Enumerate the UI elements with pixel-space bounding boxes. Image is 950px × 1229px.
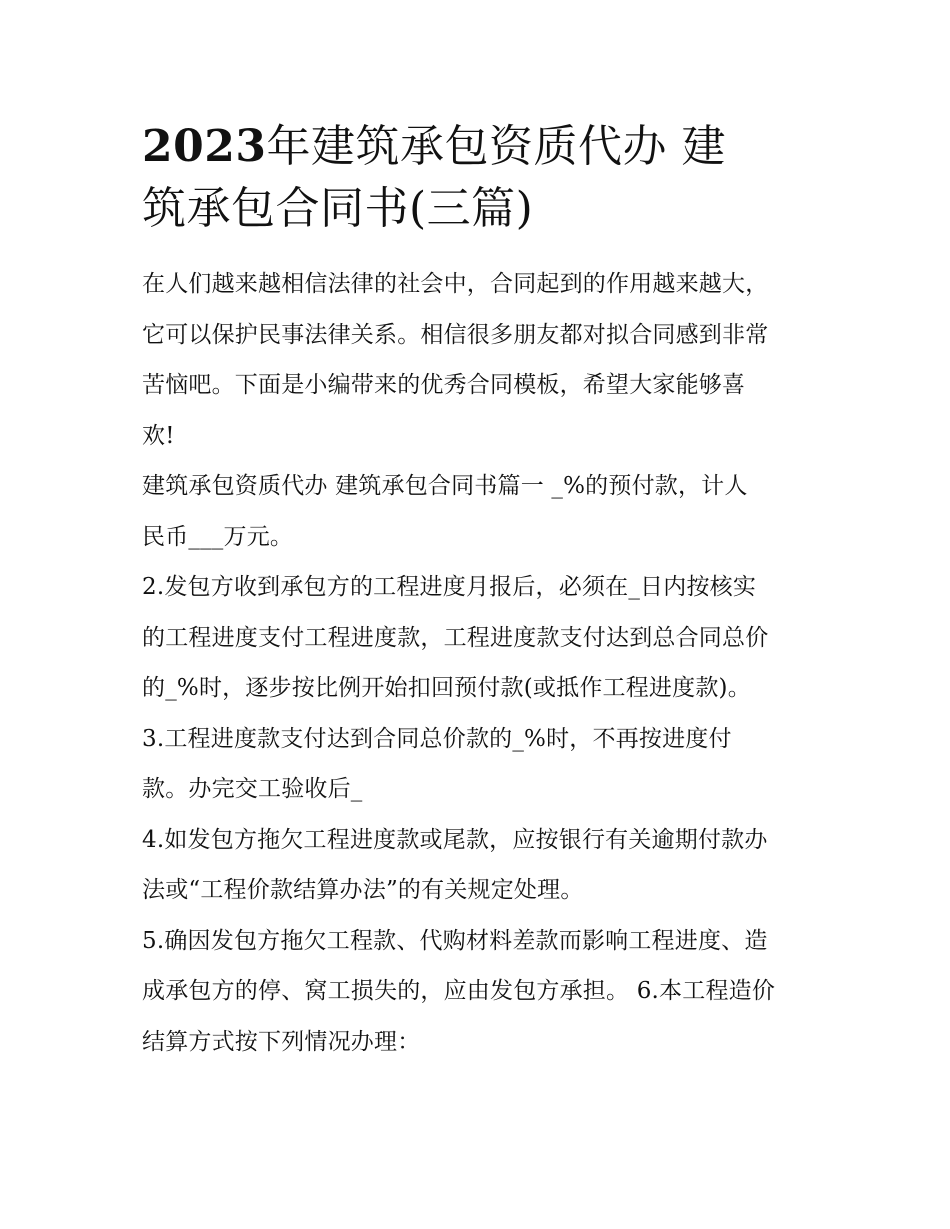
text-line: 2.发包方收到承包方的工程进度月报后，必须在_日内按核实 [142,574,757,600]
title-line-2: 筑承包合同书(三篇) [142,183,534,234]
title-line-1-text: 年建筑承包资质代办 建 [266,121,726,172]
text-line: 5.确因发包方拖欠工程款、代购材料差款而影响工程进度、造 [142,927,768,954]
paragraph-clause-4 [142,815,812,916]
text-line: 的_%时，逐步按比例开始扣回预付款(或抵作工程进度款)。 [142,675,751,701]
text-line: 在人们越来越相信法律的社会中，合同起到的作用越来越大， [142,271,769,297]
text-line: 结算方式按下列情况办理： [142,1028,421,1055]
document-page [142,116,812,1067]
text-line: 它可以保护民事法律关系。相信很多朋友都对拟合同感到非常 [142,321,769,348]
title-year: 2023 [142,121,267,172]
text-line: 欢! [142,422,175,449]
text-line: 苦恼吧。下面是小编带来的优秀合同模板，希望大家能够喜 [142,372,746,398]
paragraph-section-1 [142,461,812,562]
text-line: 建筑承包资质代办 建筑承包合同书篇一 _%的预付款，计人 [142,473,748,499]
text-line: 3.工程进度款支付达到合同总价款的_%时，不再按进度付 [142,725,732,752]
document-body [142,259,812,1067]
text-line: 的工程进度支付工程进度款，工程进度款支付达到总合同总价 [142,624,769,651]
paragraph-clause-3 [142,714,812,815]
title-line-1 [142,116,812,178]
paragraph-clause-5 [142,916,812,1068]
text-line: 成承包方的停、窝工损失的，应由发包方承担。 6.本工程造价 [142,978,776,1004]
text-line: 款。办完交工验收后_ [142,776,363,802]
paragraph-intro [142,259,812,461]
text-line: 民币___万元。 [142,523,294,550]
text-line: 法或“工程价款结算办法”的有关规定处理。 [142,877,584,903]
document-title [142,116,812,240]
paragraph-clause-2 [142,562,812,714]
text-line: 4.如发包方拖欠工程进度款或尾款，应按银行有关逾期付款办 [142,826,768,853]
